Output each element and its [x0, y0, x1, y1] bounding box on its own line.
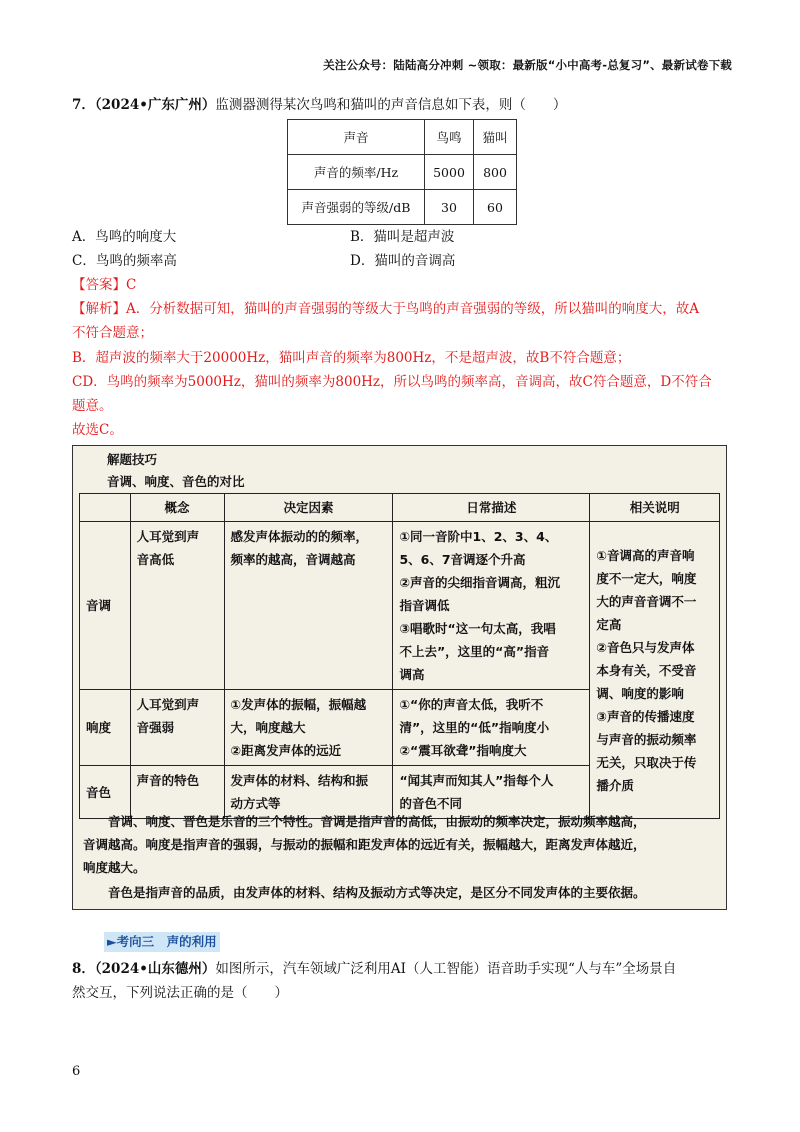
row-name-pitch: 音调 — [80, 522, 131, 690]
table-header — [80, 494, 131, 522]
pitch-factor: 感发声体振动的的频率， 频率的越高，音调越高 — [230, 529, 369, 567]
table-header: 概念 — [130, 494, 224, 522]
timbre-concept: 声音的特色 — [136, 773, 200, 788]
table-cell: 猫叫 — [474, 120, 517, 155]
answer-line — [72, 274, 136, 296]
analysis-text: A．分析数据可知，猫叫的声音强弱的等级大于鸟鸣的声音强弱的等级，所以猫叫的响度大，故A — [126, 301, 699, 317]
page-header: 关注公众号：陆陆高分冲刺 ~领取：最新版“小中高考-总复习”、最新试卷下载 — [323, 58, 732, 72]
table-header: 相关说明 — [590, 494, 720, 522]
tips-title: 解题技巧 — [107, 452, 158, 467]
loudness-concept: 人耳觉到声 音强弱 — [136, 697, 200, 735]
question-number: 7． — [72, 97, 95, 113]
tips-subtitle: 音调、响度、音色的对比 — [107, 474, 245, 489]
question-source: （2024•山东德州） — [94, 961, 216, 977]
table-row — [288, 155, 517, 190]
tips-box — [72, 445, 727, 910]
table-cell: 60 — [474, 190, 517, 225]
table-row — [80, 522, 720, 690]
analysis-line-1 — [72, 298, 699, 320]
sound-data-table — [287, 119, 517, 225]
analysis-line-5: 题意。 — [72, 398, 113, 414]
answer-value: C — [126, 277, 137, 293]
table-header: 决定因素 — [224, 494, 393, 522]
comparison-table — [79, 493, 720, 819]
timbre-daily: “闻其声而知其人”指每个人 的音色不同 — [399, 773, 554, 811]
table-cell: 鸟鸣 — [425, 120, 474, 155]
related-notes: ①音调高的声音响 度不一定大，响度 大的声音音调不一 定高 ②音色只与发声体 本身有关，不受音 调、响度的影响 ③声音的传播速度 与声音的振动频率 无关，只取决于传 播介质 — [596, 547, 697, 793]
question-number: 8． — [72, 961, 95, 977]
question-source: （2024•广东广州） — [94, 97, 216, 113]
conclusion-line: 故选C。 — [72, 422, 123, 438]
question-text: 如图所示，汽车领域广泛利用AI（人工智能）语音助手实现“人与车”全场景自 — [215, 961, 677, 977]
loudness-factor: ①发声体的振幅，振幅越 大，响度越大 ②距离发声体的远近 — [230, 697, 367, 758]
analysis-label: 【解析】 — [72, 301, 126, 317]
table-header: 日常描述 — [393, 494, 590, 522]
question-7-stem — [72, 94, 566, 116]
analysis-line-3: B．超声波的频率大于20000Hz，猫叫声音的频率为800Hz，不是超声波，故B不符合题意； — [72, 350, 631, 366]
table-header-row — [80, 494, 720, 522]
section-heading: ►考向三 声的利用 — [104, 932, 220, 952]
loudness-daily: ①“你的声音太低，我听不 清”，这里的“低”指响度小 ②“震耳欲聋”指响度大 — [399, 697, 550, 758]
table-cell: 声音的频率/Hz — [288, 155, 425, 190]
table-cell: 5000 — [425, 155, 474, 190]
summary-line-4: 音色是指声音的品质，由发声体的材料、结构及振动方式等决定，是区分不同发声体的主要依据。 — [108, 885, 646, 900]
answer-label: 【答案】 — [72, 277, 126, 293]
row-name-loudness: 响度 — [80, 690, 131, 766]
question-8-stem-cont: 然交互，下列说法正确的是（ ） — [72, 985, 288, 1001]
option-d: D．猫叫的音调高 — [350, 253, 456, 269]
summary-line-1: 音调、响度、晋色是乐音的三个特性。音调是指声音的高低，由振动的频率决定，振动频率越高， — [108, 814, 646, 829]
pitch-concept: 人耳觉到声 音高低 — [136, 529, 200, 567]
page-number: 6 — [72, 1064, 81, 1079]
option-a: A．鸟鸣的响度大 — [72, 229, 177, 245]
row-name-timbre: 音色 — [80, 766, 131, 819]
pitch-daily: ①同一音阶中1、2、3、4、 5、6、7音调逐个升高 ②声音的尖细指音调高，粗沉 指音调低 ③唱歌时“这一句太高，我唱 不上去”，这里的“高”指音 调高 — [399, 529, 561, 682]
table-cell: 声音 — [288, 120, 425, 155]
question-8-stem — [72, 958, 676, 980]
table-row — [288, 190, 517, 225]
table-cell: 30 — [425, 190, 474, 225]
analysis-line-4: CD．鸟鸣的频率为5000Hz，猫叫的频率为800Hz，所以鸟鸣的频率高，音调高，故C符合题意，D不符合 — [72, 374, 712, 390]
table-cell: 声音强弱的等级/dB — [288, 190, 425, 225]
summary-line-2: 音调越高。响度是指声音的强弱，与振动的振幅和距发声体的远近有关，振幅越大，距离发声体越近， — [83, 837, 646, 852]
table-cell: 800 — [474, 155, 517, 190]
question-text: 监测器测得某次鸟鸣和猫叫的声音信息如下表，则（ ） — [215, 97, 567, 113]
summary-line-3: 响度越大。 — [83, 860, 146, 875]
timbre-factor: 发声体的材料、结构和振 动方式等 — [230, 773, 369, 811]
table-row — [288, 120, 517, 155]
option-b: B．猫叫是超声波 — [350, 229, 455, 245]
option-c: C．鸟鸣的频率高 — [72, 253, 177, 269]
analysis-line-2: 不符合题意； — [72, 325, 153, 341]
